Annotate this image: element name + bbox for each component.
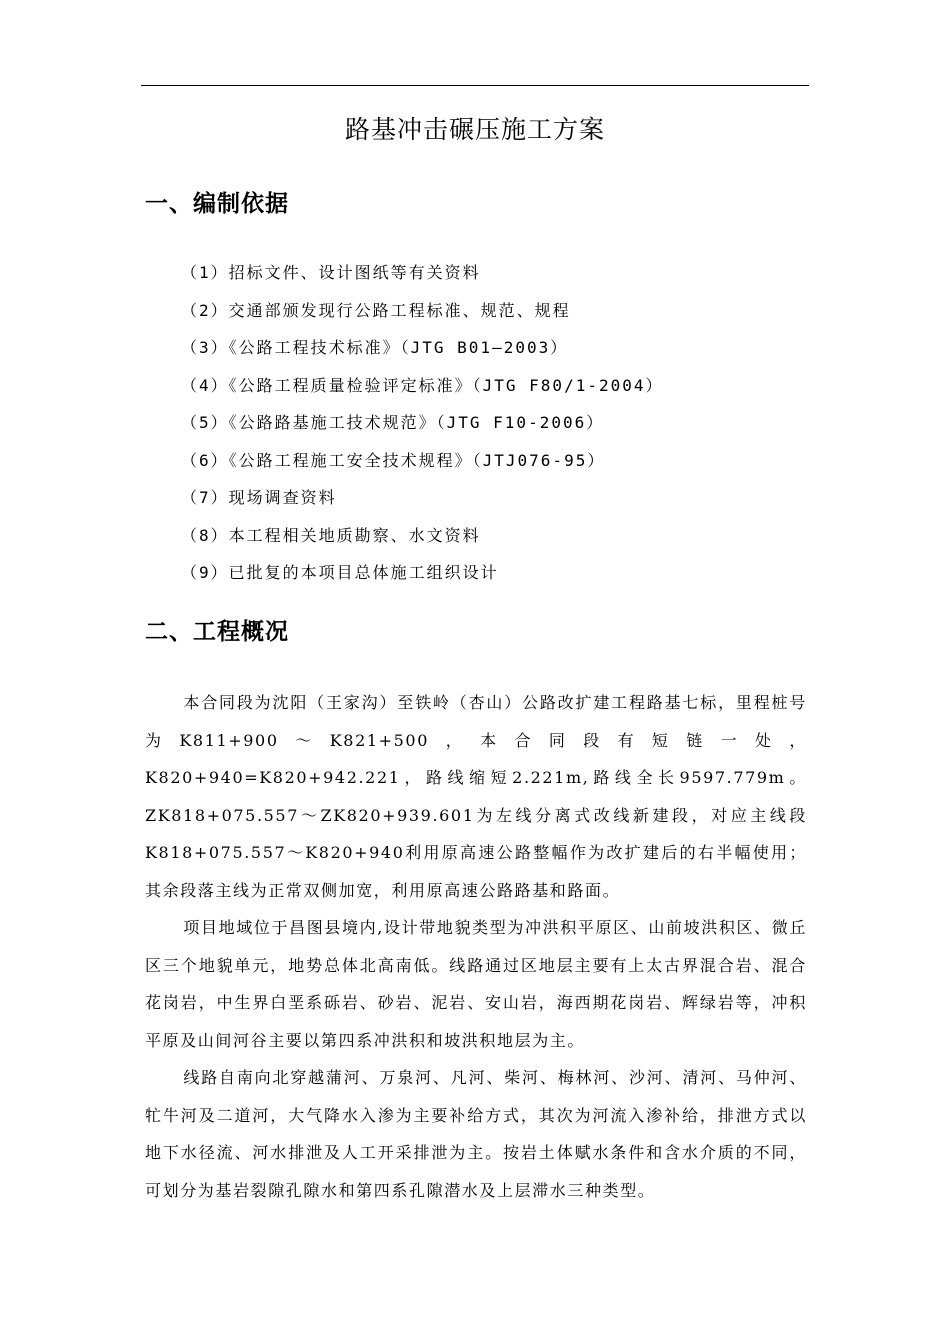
paragraph: 项目地域位于昌图县境内,设计带地貌类型为冲洪积平原区、山前坡洪积区、微丘区三个地貌单元，地势总体北高南低。线路通过区地层主要有上太古界混合岩、混合花岗岩，中生界白垩系砾岩、砂岩、泥岩、安山岩，海西期花岗岩、辉绿岩等，冲积平原及山间河谷主要以第四系冲洪积和坡洪积地层为主。 — [145, 918, 807, 1050]
section-heading-basis: 一、编制依据 — [145, 191, 289, 217]
list-item: （1）招标文件、设计图纸等有关资料 — [181, 263, 481, 282]
overview-body — [145, 684, 807, 1209]
header-rule — [141, 85, 809, 86]
list-item: （9）已批复的本项目总体施工组织设计 — [181, 563, 499, 582]
list-item: （6）《公路工程施工安全技术规程》（JTJ076-95） — [181, 450, 606, 470]
list-item: （2）交通部颁发现行公路工程标准、规范、规程 — [181, 300, 571, 320]
paragraph: 本合同段为沈阳（王家沟）至铁岭（杏山）公路改扩建工程路基七标，里程桩号为K811+900～K821+500，本合同段有短链一处，K820+940=K820+942.221，路线缩短2.221m,路线全长9597.779m。ZK818+075.557～ZK820+939.601为左线分离式改线新建段，对应主线段K818+075.557～K820+940利用原高速公路整幅作为改扩建后的右半幅使用；其余段落主线为正常双侧加宽，利用原高速公路路基和路面。 — [145, 693, 807, 900]
list-item: （5）《公路路基施工技术规范》（JTG F10-2006） — [181, 413, 605, 432]
reference-list — [181, 259, 801, 597]
list-item: （4）《公路工程质量检验评定标准》（JTG F80/1-2004） — [181, 375, 664, 395]
section-heading-overview: 二、工程概况 — [145, 619, 289, 645]
document-title: 路基冲击碾压施工方案 — [344, 115, 605, 144]
list-item: （7）现场调查资料 — [181, 488, 337, 507]
list-item: （8）本工程相关地质勘察、水文资料 — [181, 525, 481, 545]
list-item: （3）《公路工程技术标准》（JTG B01—2003） — [181, 338, 569, 357]
paragraph: 线路自南向北穿越蒲河、万泉河、凡河、柴河、梅林河、沙河、清河、马仲河、牤牛河及二道河，大气降水入渗为主要补给方式，其次为河流入渗补给，排泄方式以地下水径流、河水排泄及人工开采排泄为主。按岩土体赋水条件和含水介质的不同，可划分为基岩裂隙孔隙水和第四系孔隙潜水及上层滞水三种类型。 — [145, 1068, 807, 1200]
